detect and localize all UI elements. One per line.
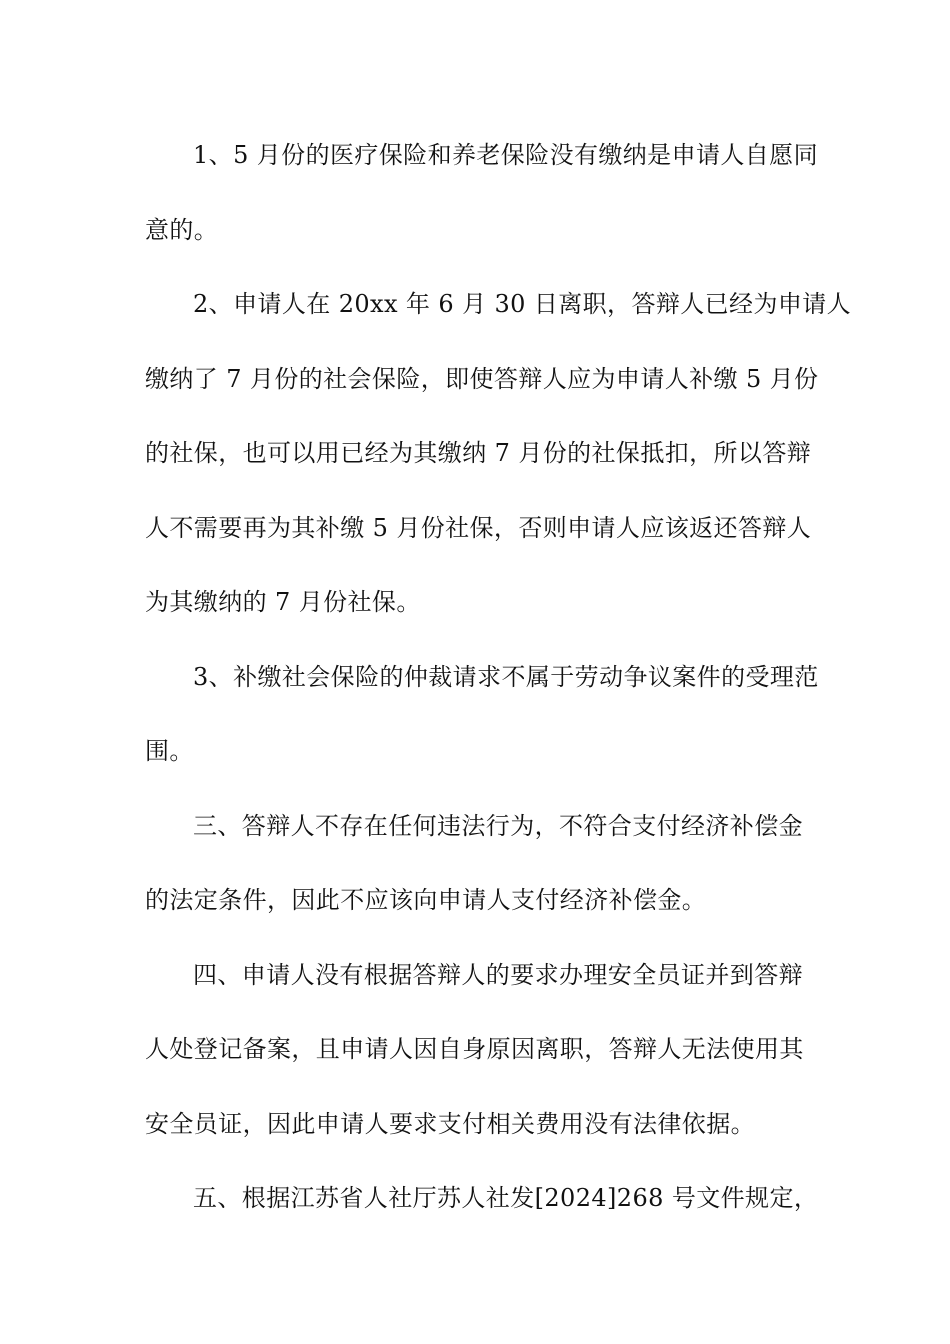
text-line: 四、申请人没有根据答辩人的要求办理安全员证并到答辩 xyxy=(193,960,803,989)
paragraph-item-3-point-3 xyxy=(145,640,819,789)
text-line: 安全员证，因此申请人要求支付相关费用没有法律依据。 xyxy=(145,1109,755,1138)
text-line: 三、答辩人不存在任何违法行为，不符合支付经济补偿金 xyxy=(193,811,803,840)
text-line: 人处登记备案，且申请人因自身原因离职，答辩人无法使用其 xyxy=(145,1035,804,1063)
text-line: 的法定条件，因此不应该向申请人支付经济补偿金。 xyxy=(145,886,707,914)
text-line: 的社保，也可以用已经为其缴纳 7 月份的社保抵扣，所以答辩 xyxy=(145,439,812,467)
paragraph-section-4 xyxy=(145,938,810,1162)
text-line: 意的。 xyxy=(145,215,219,244)
document-body xyxy=(145,118,852,1236)
text-line: 五、根据江苏省人社厅苏人社发[2024]268 号文件规定， xyxy=(193,1184,819,1212)
text-line: 1、5 月份的医疗保险和养老保险没有缴纳是申请人自愿同 xyxy=(193,141,818,169)
paragraph-section-5 xyxy=(145,1161,819,1236)
text-line: 为其缴纳的 7 月份社保。 xyxy=(145,588,421,616)
text-line: 人不需要再为其补缴 5 月份社保，否则申请人应该返还答辩人 xyxy=(145,513,812,542)
paragraph-section-3 xyxy=(145,789,810,938)
text-line: 2、申请人在 20xx 年 6 月 30 日离职，答辩人已经为申请人 xyxy=(193,290,852,318)
text-line: 缴纳了 7 月份的社会保险，即使答辩人应为申请人补缴 5 月份 xyxy=(145,364,819,393)
paragraph-item-2-point-2 xyxy=(145,267,852,640)
text-line: 围。 xyxy=(145,737,194,765)
paragraph-item-1-point-1 xyxy=(145,118,818,267)
text-line: 3、补缴社会保险的仲裁请求不属于劳动争议案件的受理范 xyxy=(193,662,819,691)
